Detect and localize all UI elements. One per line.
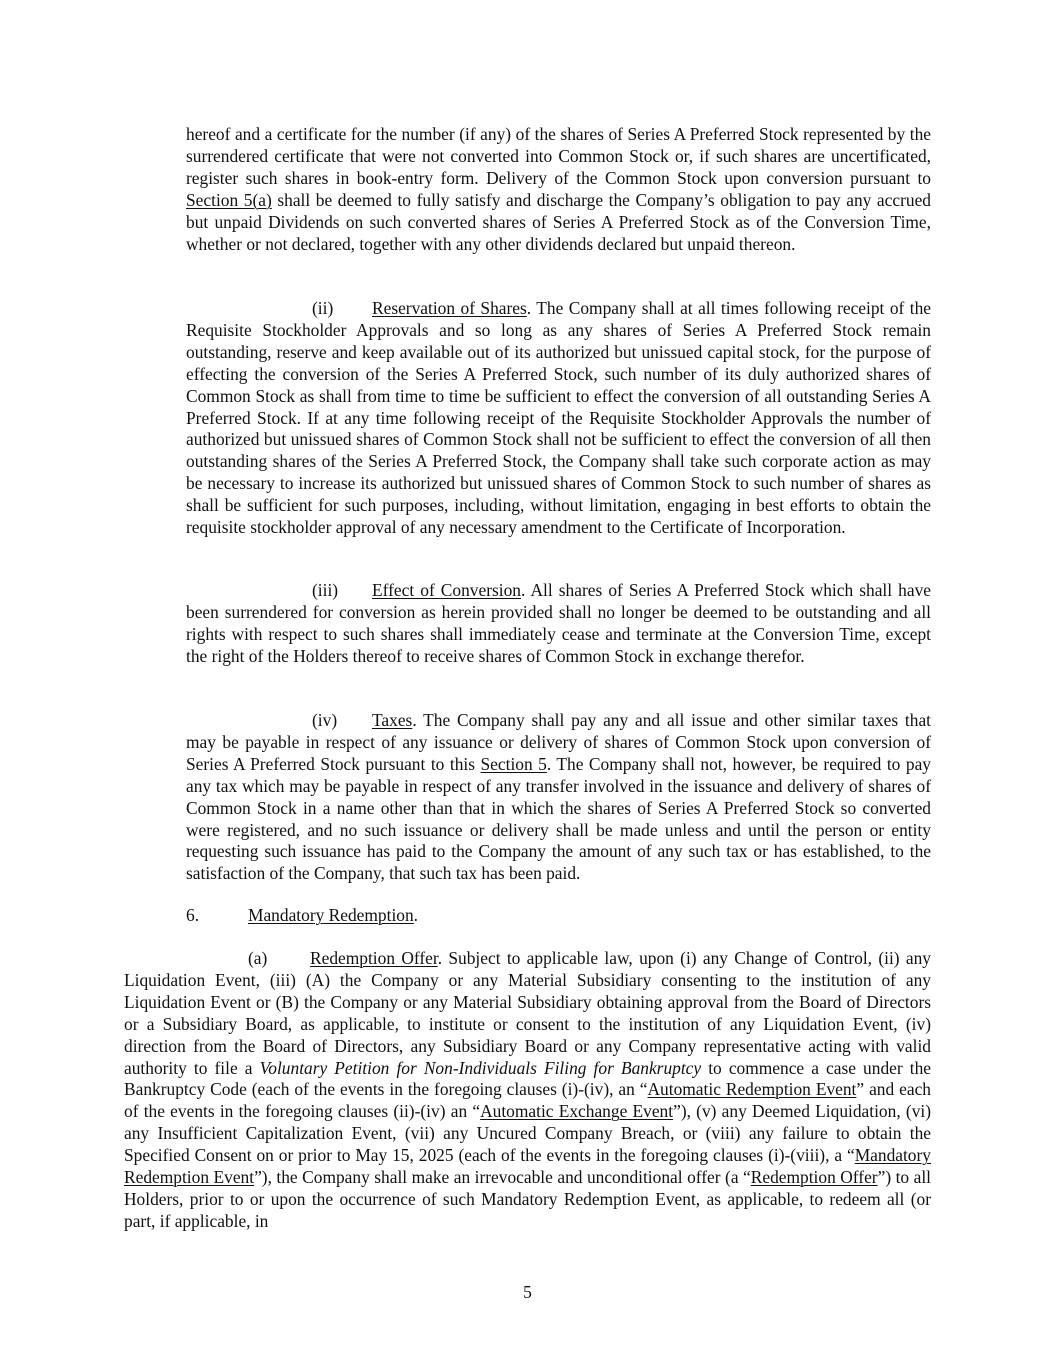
paragraph-text: ”) to all Holders, prior to or upon the occurrence of such Mandatory Redemption Event, as applicable, to redeem all (or part, if applicable, in <box>124 1167 931 1231</box>
section-reference: Section 5(a) <box>186 189 272 210</box>
clause-title: Effect of Conversion <box>372 580 521 600</box>
paragraph-text: . All shares of Series A Preferred Stock which shall have been surrendered for conversion as herein provided shall no longer be deemed to be outstanding and all rights with respect to such shares shall immediately cease and terminate at the Conversion Time, except the right of the Holders thereof to receive shares of Common Stock in exchange therefor. <box>186 580 931 666</box>
paragraph-text: . The Company shall not, however, be required to pay any tax which may be payable in respect of any transfer involved in the issuance and delivery of shares of Common Stock in a name other than that in which the shares of Series A Preferred Stock so converted were registered, and no such issuance or delivery shall be made unless and until the person or entity requesting such issuance has paid to the Company the amount of any such tax or has established, to the satisfaction of the Company, that such tax has been paid. <box>186 753 931 884</box>
clause-title: Redemption Offer <box>310 948 438 968</box>
clause-number: (iii) <box>312 580 339 600</box>
paragraph-text: . The Company shall pay any and all issue and other similar taxes that may be payable in respect of any issuance or delivery of shares of Common Stock upon conversion of Series A Preferred Stock pursuant to this <box>186 710 931 774</box>
section-number: 6. <box>186 905 200 925</box>
paragraph-redemption-offer <box>124 948 931 1233</box>
paragraph-text: hereof and a certificate for the number (if any) of the shares of Series A Preferred Stock represented by the surrendered certificate that were not converted into Common Stock or, if such shares are uncertificated, register such shares in book-entry form. Delivery of the Common Stock upon conversion pursuant to <box>186 124 931 188</box>
paragraph-text: . The Company shall at all times following receipt of the Requisite Stockholder Approvals and so long as any shares of Series A Preferred Stock remain outstanding, reserve and keep available out of its authorized but unissued capital stock, for the purpose of effecting the conversion of the Series A Preferred Stock, such number of its duly authorized shares of Common Stock as shall from time to time be sufficient to effect the conversion of all outstanding Series A Preferred Stock. If at any time following receipt of the Requisite Stockholder Approvals the number of authorized but unissued shares of Common Stock shall not be sufficient to effect the conversion of all then outstanding shares of the Series A Preferred Stock, the Company shall take such corporate action as may be necessary to increase its authorized but unissued shares of Common Stock to such number of shares as shall be sufficient for such purposes, including, without limitation, engaging in best efforts to obtain the requisite stockholder approval of any necessary amendment to the Certificate of Incorporation. <box>186 298 931 538</box>
page-number: 5 <box>523 1282 532 1302</box>
paragraph-continuation <box>186 124 931 255</box>
paragraph-text: ”), the Company shall make an irrevocable and unconditional offer (a “ <box>254 1167 751 1188</box>
section-title-period: . <box>413 905 419 925</box>
clause-title: Taxes <box>372 710 413 730</box>
paragraph-effect-of-conversion <box>186 580 931 668</box>
defined-term: Mandatory Redemption Event <box>124 1145 931 1188</box>
clause-number: (ii) <box>312 298 334 318</box>
paragraph-text: to commence a case under the Bankruptcy Code (each of the events in the foregoing clauses (i)-(iv), an “ <box>124 1057 931 1100</box>
paragraph-text: shall be deemed to fully satisfy and discharge the Company’s obligation to pay any accrued but unpaid Dividends on such converted shares of Series A Preferred Stock as of the Conversion Time, whether or not declared, together with any other dividends declared but unpaid thereon. <box>186 189 931 254</box>
paragraph-text: ” and each of the events in the foregoing clauses (ii)-(iv) an “ <box>124 1079 931 1122</box>
paragraph-text: . Subject to applicable law, upon (i) any Change of Control, (ii) any Liquidation Event, (iii) (A) the Company or any Material Subsidiary consenting to the institution of any Liquidation Event or (B) the Company or any Material Subsidiary obtaining approval from the Board of Directors or a Subsidiary Board, as applicable, to institute or consent to the institution of any Liquidation Event, (iv) direction from the Board of Directors, any Subsidiary Board or any Company representative acting with valid authority to file a <box>124 948 931 1078</box>
clause-number: (a) <box>248 948 268 968</box>
section-heading <box>186 905 418 927</box>
defined-term: Redemption Offer <box>750 1167 878 1188</box>
section-title: Mandatory Redemption <box>248 905 414 925</box>
defined-term: Automatic Exchange Event <box>480 1101 674 1122</box>
defined-term: Automatic Redemption Event <box>647 1079 857 1100</box>
paragraph-reservation-of-shares <box>186 298 931 539</box>
clause-title: Reservation of Shares <box>372 298 527 318</box>
clause-number: (iv) <box>312 710 338 730</box>
petition-title: Voluntary Petition for Non-Individuals Filing for Bankruptcy <box>259 1057 702 1078</box>
paragraph-taxes <box>186 710 931 885</box>
section-reference: Section 5 <box>480 753 547 774</box>
paragraph-text: ”), (v) any Deemed Liquidation, (vi) any Insufficient Capitalization Event, (vii) any Uncured Company Breach, or (viii) any failure to obtain the Specified Consent on or prior to May 15, 2025 (each of the events in the foregoing clauses (i)-(viii), a “ <box>124 1101 932 1166</box>
